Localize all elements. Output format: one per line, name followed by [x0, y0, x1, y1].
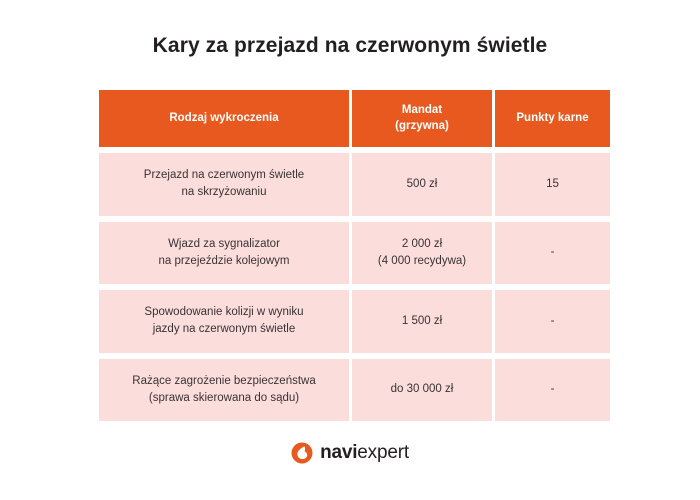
column-header-penalty-points — [495, 90, 610, 147]
cell-offence-type-line1: Przejazd na czerwonym świetle — [143, 169, 305, 182]
table-row — [99, 153, 610, 216]
cell-offence-type-line2: (sprawa skierowana do sądu) — [148, 391, 300, 404]
cell-penalty-points: - — [495, 359, 610, 422]
table-row — [99, 290, 610, 353]
cell-penalty-points: - — [495, 222, 610, 285]
cell-penalty-points: - — [495, 290, 610, 353]
table-body — [99, 153, 610, 421]
cell-offence-type-line2: na przejeździe kolejowym — [158, 254, 290, 267]
cell-offence-type — [99, 153, 349, 216]
column-header-fine — [352, 90, 492, 147]
table-row — [99, 222, 610, 285]
cell-fine-line1: 500 zł — [406, 177, 438, 190]
penalty-table-container — [96, 84, 604, 427]
cell-offence-type — [99, 290, 349, 353]
cell-fine-line1: 1 500 zł — [401, 314, 443, 327]
cell-offence-type — [99, 222, 349, 285]
column-header-offence-type — [99, 90, 349, 147]
column-header-penalty-points-label: Punkty karne — [516, 111, 589, 124]
cell-fine — [352, 290, 492, 353]
column-header-offence-type-label: Rodzaj wykroczenia — [169, 111, 279, 124]
column-header-fine-label-line2: (grzywna) — [395, 119, 449, 132]
cell-offence-type-line1: Spowodowanie kolizji w wyniku — [144, 306, 304, 319]
page-title: Kary za przejazd na czerwonym świetle — [152, 34, 548, 57]
logo-text-expert: expert — [357, 442, 409, 463]
cell-offence-type-line1: Wjazd za sygnalizator — [168, 237, 280, 250]
cell-offence-type-line2: jazdy na czerwonym świetle — [152, 323, 296, 336]
table-header-row — [99, 90, 610, 147]
column-header-fine-label-line1: Mandat — [401, 104, 443, 116]
naviexpert-wordmark — [320, 442, 409, 464]
cell-fine — [352, 359, 492, 422]
cell-fine — [352, 222, 492, 285]
cell-penalty-points: 15 — [495, 153, 610, 216]
cell-offence-type-line1: Rażące zagrożenie bezpieczeństwa — [132, 374, 316, 387]
penalty-table — [96, 84, 613, 427]
cell-fine-line1: 2 000 zł — [401, 237, 443, 250]
cell-offence-type — [99, 359, 349, 422]
cell-fine-line2: (4 000 recydywa) — [377, 254, 467, 267]
footer-logo — [0, 442, 700, 464]
logo-text-navi: navi — [320, 442, 358, 463]
cell-offence-type-line2: na skrzyżowaniu — [181, 186, 267, 199]
table-row — [99, 359, 610, 422]
naviexpert-flame-icon — [291, 442, 313, 464]
table-header — [99, 90, 610, 147]
cell-fine — [352, 153, 492, 216]
cell-fine-line1: do 30 000 zł — [390, 383, 454, 396]
